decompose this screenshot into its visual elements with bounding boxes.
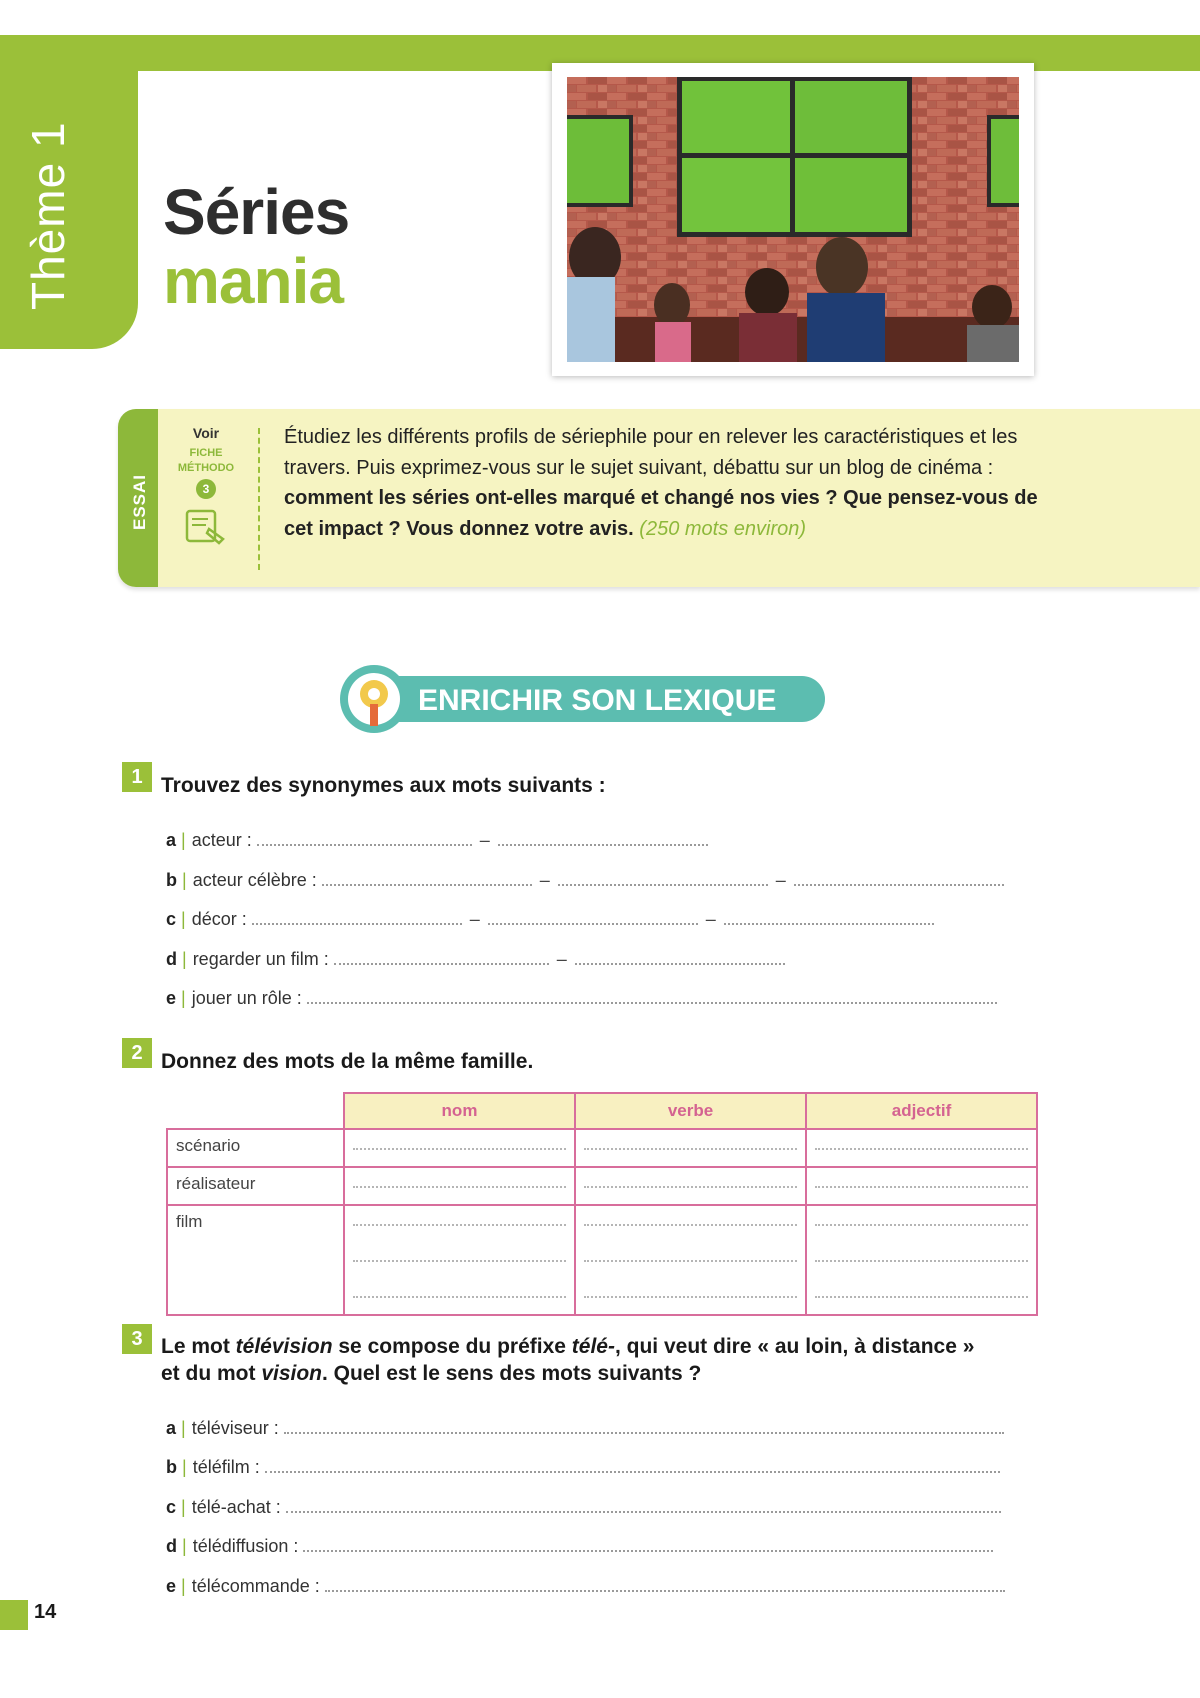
word-family-table xyxy=(166,1092,1038,1316)
ex1-item-e[interactable]: e | jouer un rôle : xyxy=(166,988,997,1009)
item-letter: a xyxy=(166,830,177,850)
item-letter: b xyxy=(166,1457,177,1477)
fiche-label: FICHE MÉTHODO xyxy=(177,447,235,474)
ex1-item-b[interactable]: b | acteur célèbre : – – xyxy=(166,870,1004,891)
table-corner xyxy=(167,1093,344,1129)
answer-cell[interactable] xyxy=(344,1167,575,1205)
item-letter: d xyxy=(166,1536,177,1556)
item-label: télédiffusion : xyxy=(192,1536,299,1556)
page-number-bar xyxy=(0,1600,28,1630)
answer-cell[interactable] xyxy=(806,1167,1037,1205)
item-label: téléfilm : xyxy=(192,1457,260,1477)
answer-cell[interactable] xyxy=(344,1205,575,1315)
row-label-scenario: scénario xyxy=(167,1129,344,1167)
item-letter: c xyxy=(166,1497,177,1517)
exercise-1-number: 1 xyxy=(122,762,152,792)
item-label: acteur : xyxy=(191,830,252,850)
item-letter: a xyxy=(166,1418,177,1438)
item-label: télé-achat : xyxy=(191,1497,281,1517)
ex3-item-e[interactable]: e | télécommande : xyxy=(166,1576,1005,1597)
lexique-title: ENRICHIR SON LEXIQUE xyxy=(418,684,777,717)
ex1-item-a[interactable]: a | acteur : – xyxy=(166,830,708,851)
ex1-item-c[interactable]: c | décor : – – xyxy=(166,909,934,930)
voir-label: Voir xyxy=(192,425,220,441)
tv-room-photo xyxy=(567,77,1019,362)
answer-cell[interactable] xyxy=(806,1205,1037,1315)
ex3-item-b[interactable]: b | téléfilm : xyxy=(166,1457,1000,1478)
exercise-2-number: 2 xyxy=(122,1038,152,1068)
exercise-2-question: Donnez des mots de la même famille. xyxy=(161,1050,534,1073)
theme-label: Thème 1 xyxy=(22,121,74,310)
page-number: 14 xyxy=(34,1601,57,1623)
item-label: décor : xyxy=(191,909,247,929)
row-label-realisateur: réalisateur xyxy=(167,1167,344,1205)
item-label: jouer un rôle : xyxy=(191,988,302,1008)
voir-fiche[interactable] xyxy=(168,425,244,554)
exercise-3-number: 3 xyxy=(122,1324,152,1354)
item-letter: d xyxy=(166,949,177,969)
essai-text-intro: Étudiez les différents profils de sériephile pour en relever les caractéristiques et les travers. Puis exprimez-vous sur le sujet suivant, débattu sur un blog de cinéma : xyxy=(284,426,1018,479)
essai-text-subject: comment les séries ont-elles marqué et changé nos vies ? Que pensez-vous de cet impact ? Vous donnez votre avis. xyxy=(284,487,1038,540)
col-header-adjectif: adjectif xyxy=(806,1093,1037,1129)
item-letter: e xyxy=(166,1576,177,1596)
essai-instructions xyxy=(284,422,1044,544)
answer-cell[interactable] xyxy=(575,1129,806,1167)
ex3-item-c[interactable]: c | télé-achat : xyxy=(166,1497,1001,1518)
item-label: téléviseur : xyxy=(191,1418,279,1438)
answer-cell[interactable] xyxy=(344,1129,575,1167)
item-label: acteur célèbre : xyxy=(192,870,317,890)
lexique-banner xyxy=(340,664,830,738)
writing-icon xyxy=(168,505,244,554)
item-label: télécommande : xyxy=(191,1576,320,1596)
essai-label: ESSAI xyxy=(130,473,149,530)
item-letter: b xyxy=(166,870,177,890)
col-header-nom: nom xyxy=(344,1093,575,1129)
item-letter: c xyxy=(166,909,177,929)
item-label: regarder un film : xyxy=(192,949,329,969)
ex1-item-d[interactable]: d | regarder un film : – xyxy=(166,949,785,970)
col-header-verbe: verbe xyxy=(575,1093,806,1129)
row-label-film: film xyxy=(167,1205,344,1315)
exercise-1-question: Trouvez des synonymes aux mots suivants : xyxy=(161,774,606,797)
answer-cell[interactable] xyxy=(575,1167,806,1205)
ex3-item-a[interactable]: a | téléviseur : xyxy=(166,1418,1004,1439)
essai-separator xyxy=(258,428,260,570)
essai-word-count: (250 mots environ) xyxy=(639,517,807,540)
exercise-3-question: Le mot télévision se compose du préfixe télé-, qui veut dire « au loin, à distance » et du mot vision. Quel est le sens des mots suivants ? xyxy=(161,1335,975,1385)
item-letter: e xyxy=(166,988,177,1008)
page-subtitle: mania xyxy=(163,245,343,317)
ex3-item-d[interactable]: d | télédiffusion : xyxy=(166,1536,993,1557)
answer-cell[interactable] xyxy=(575,1205,806,1315)
page-title: Séries xyxy=(163,176,350,248)
fiche-number: 3 xyxy=(196,479,216,499)
answer-cell[interactable] xyxy=(806,1129,1037,1167)
